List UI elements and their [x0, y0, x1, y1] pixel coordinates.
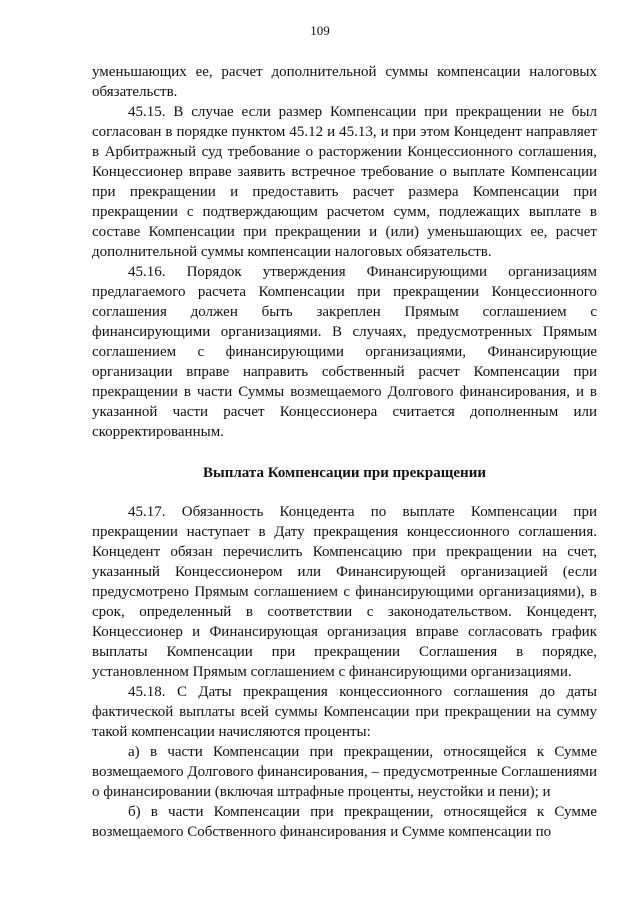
page-number: 109 [310, 23, 330, 38]
paragraph-45-18: 45.18. С Даты прекращения концессионного соглашения до даты фактической выплаты всей суммы Компенсации при прекращении на сумму такой компенсации начисляются проценты: [92, 684, 597, 740]
paragraph-45-14-continuation: уменьшающих ее, расчет дополнительной суммы компенсации налоговых обязательств. [92, 64, 597, 100]
section-heading: Выплата Компенсации при прекращении [203, 465, 486, 481]
paragraph-45-17: 45.17. Обязанность Концедента по выплате Компенсации при прекращении наступает в Дату прекращения концессионного соглашения. Концедент обязан перечислить Компенсацию при прекращении на счет, указанный Концессионером или Финансирующей организацией (если предусмотрено Прямым соглашением с финансирующими организациями), в срок, определенный в соответствии с законодательством. Концедент, Концессионер и Финансирующая организация вправе согласовать график выплаты Компенсации при прекращении Соглашения в порядке, установленном Прямым соглашением с финансирующими организациями. [92, 504, 597, 680]
paragraph-45-15: 45.15. В случае если размер Компенсации при прекращении не был согласован в порядке пунктом 45.12 и 45.13, и при этом Концедент направляет в Арбитражный суд требование о расторжении Концессионного соглашения, Концессионер вправе заявить встречное требование о выплате Компенсации при прекращении и предоставить расчет размера Компенсации при прекращении с подтверждающим расчетом сумм, подлежащих выплате в составе Компенсации при прекращении и (или) уменьшающих ее, расчет дополнительной суммы компенсации налоговых обязательств. [92, 104, 597, 260]
paragraph-45-16: 45.16. Порядок утверждения Финансирующими организациям предлагаемого расчета Компенсации при прекращении Концессионного соглашения должен быть закреплен Прямым соглашением с финансирующими организациями. В случаях, предусмотренных Прямым соглашением с финансирующими организациями, Финансирующие организации вправе направить собственный расчет Компенсации при прекращении в части Суммы возмещаемого Долгового финансирования, и в указанной части расчет Концессионера считается дополненным или скорректированным. [92, 264, 597, 440]
document-body [92, 62, 597, 842]
paragraph-45-18-item-a: а) в части Компенсации при прекращении, относящейся к Сумме возмещаемого Долгового финансирования, – предусмотренные Соглашениями о финансировании (включая штрафные проценты, неустойки и пени); и [92, 744, 597, 800]
paragraph-45-18-item-b: б) в части Компенсации при прекращении, относящейся к Сумме возмещаемого Собственного финансирования и Сумме компенсации по [92, 804, 597, 840]
